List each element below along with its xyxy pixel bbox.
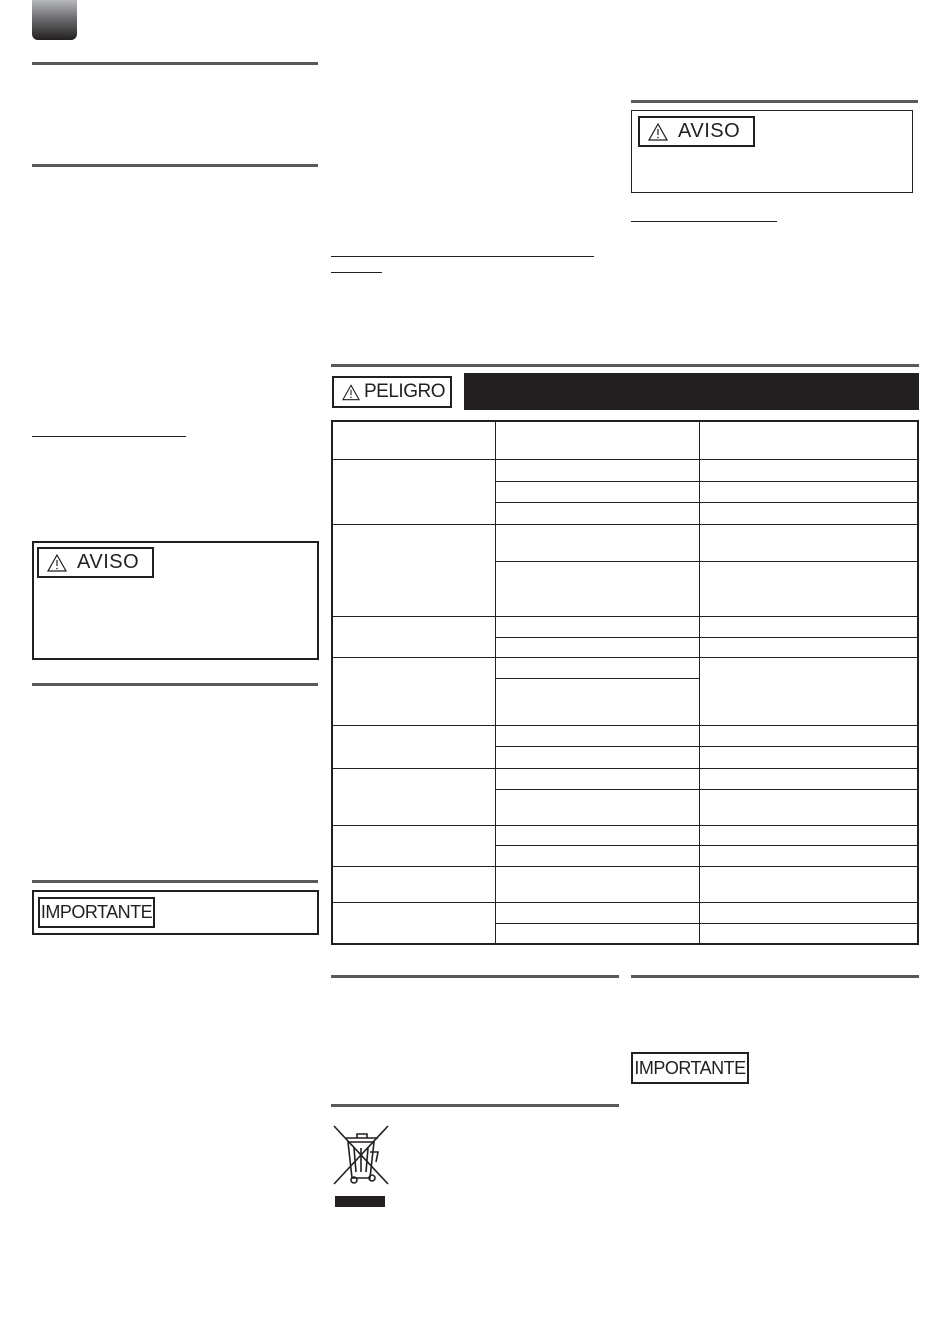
solution-cell bbox=[700, 725, 918, 746]
solution-cell bbox=[700, 902, 918, 923]
table-row bbox=[332, 524, 918, 561]
cause-cell bbox=[495, 866, 699, 902]
table-row bbox=[332, 459, 918, 481]
warning-triangle-icon bbox=[342, 384, 360, 401]
table-header-cell bbox=[332, 421, 495, 459]
aviso-label bbox=[638, 116, 755, 147]
solution-cell bbox=[700, 923, 918, 944]
cause-cell bbox=[495, 678, 699, 725]
table-row bbox=[332, 725, 918, 746]
peligro-title-bar bbox=[464, 373, 919, 410]
cause-cell bbox=[495, 725, 699, 746]
solution-cell bbox=[700, 459, 918, 481]
cause-cell bbox=[495, 768, 699, 789]
cause-cell bbox=[495, 459, 699, 481]
solution-cell bbox=[700, 768, 918, 789]
problem-cell bbox=[332, 902, 495, 944]
importante-label: IMPORTANTE bbox=[38, 897, 155, 928]
cause-cell bbox=[495, 616, 699, 637]
cause-cell bbox=[495, 524, 699, 561]
solution-cell bbox=[700, 746, 918, 768]
solution-cell bbox=[700, 657, 918, 725]
solution-cell bbox=[700, 845, 918, 866]
section-rule bbox=[331, 975, 619, 978]
peligro-label bbox=[332, 376, 452, 408]
table-row bbox=[332, 825, 918, 845]
aviso-label-text: AVISO bbox=[77, 551, 140, 573]
subheading-underline bbox=[331, 256, 594, 257]
solution-cell bbox=[700, 524, 918, 561]
table-header-cell bbox=[495, 421, 699, 459]
problem-cell bbox=[332, 725, 495, 768]
problem-cell bbox=[332, 524, 495, 616]
subheading-underline bbox=[631, 221, 777, 222]
cause-cell bbox=[495, 637, 699, 657]
problem-cell bbox=[332, 657, 495, 725]
table-row bbox=[332, 768, 918, 789]
problem-cell bbox=[332, 825, 495, 866]
cause-cell bbox=[495, 923, 699, 944]
subheading-underline bbox=[331, 272, 382, 273]
solution-cell bbox=[700, 789, 918, 825]
solution-cell bbox=[700, 502, 918, 524]
importante-notice-box bbox=[32, 890, 319, 935]
problem-cell bbox=[332, 768, 495, 825]
table-row bbox=[332, 902, 918, 923]
solution-cell bbox=[700, 481, 918, 502]
table-row bbox=[332, 616, 918, 637]
table-row bbox=[332, 866, 918, 902]
importante-label: IMPORTANTE bbox=[631, 1052, 749, 1084]
page-section-tab bbox=[32, 0, 77, 40]
section-rule bbox=[32, 62, 318, 65]
section-rule bbox=[32, 164, 318, 167]
cause-cell bbox=[495, 902, 699, 923]
cause-cell bbox=[495, 825, 699, 845]
section-rule bbox=[631, 100, 918, 103]
solution-cell bbox=[700, 561, 918, 616]
aviso-label-text: AVISO bbox=[678, 120, 741, 142]
table-header-row bbox=[332, 421, 918, 459]
solution-cell bbox=[700, 825, 918, 845]
cause-cell bbox=[495, 845, 699, 866]
section-rule bbox=[331, 364, 919, 367]
aviso-label bbox=[37, 547, 154, 578]
section-rule bbox=[32, 683, 318, 686]
solution-cell bbox=[700, 616, 918, 637]
aviso-notice-box bbox=[631, 110, 913, 193]
cause-cell bbox=[495, 657, 699, 678]
solution-cell bbox=[700, 866, 918, 902]
cause-cell bbox=[495, 789, 699, 825]
warning-triangle-icon bbox=[47, 554, 67, 572]
cause-cell bbox=[495, 561, 699, 616]
aviso-notice-box bbox=[32, 541, 319, 660]
crossed-out-wheelie-bin-icon bbox=[332, 1122, 390, 1208]
section-rule bbox=[331, 1104, 619, 1107]
problem-cell bbox=[332, 459, 495, 524]
table-row bbox=[332, 657, 918, 678]
table-header-cell bbox=[700, 421, 918, 459]
troubleshooting-table bbox=[331, 420, 919, 945]
problem-cell bbox=[332, 616, 495, 657]
section-rule bbox=[631, 975, 919, 978]
solution-cell bbox=[700, 637, 918, 657]
subheading-underline bbox=[32, 436, 186, 437]
cause-cell bbox=[495, 502, 699, 524]
warning-triangle-icon bbox=[648, 123, 668, 141]
problem-cell bbox=[332, 866, 495, 902]
cause-cell bbox=[495, 746, 699, 768]
cause-cell bbox=[495, 481, 699, 502]
peligro-label-text: PELIGRO bbox=[364, 381, 445, 402]
section-rule bbox=[32, 880, 318, 883]
